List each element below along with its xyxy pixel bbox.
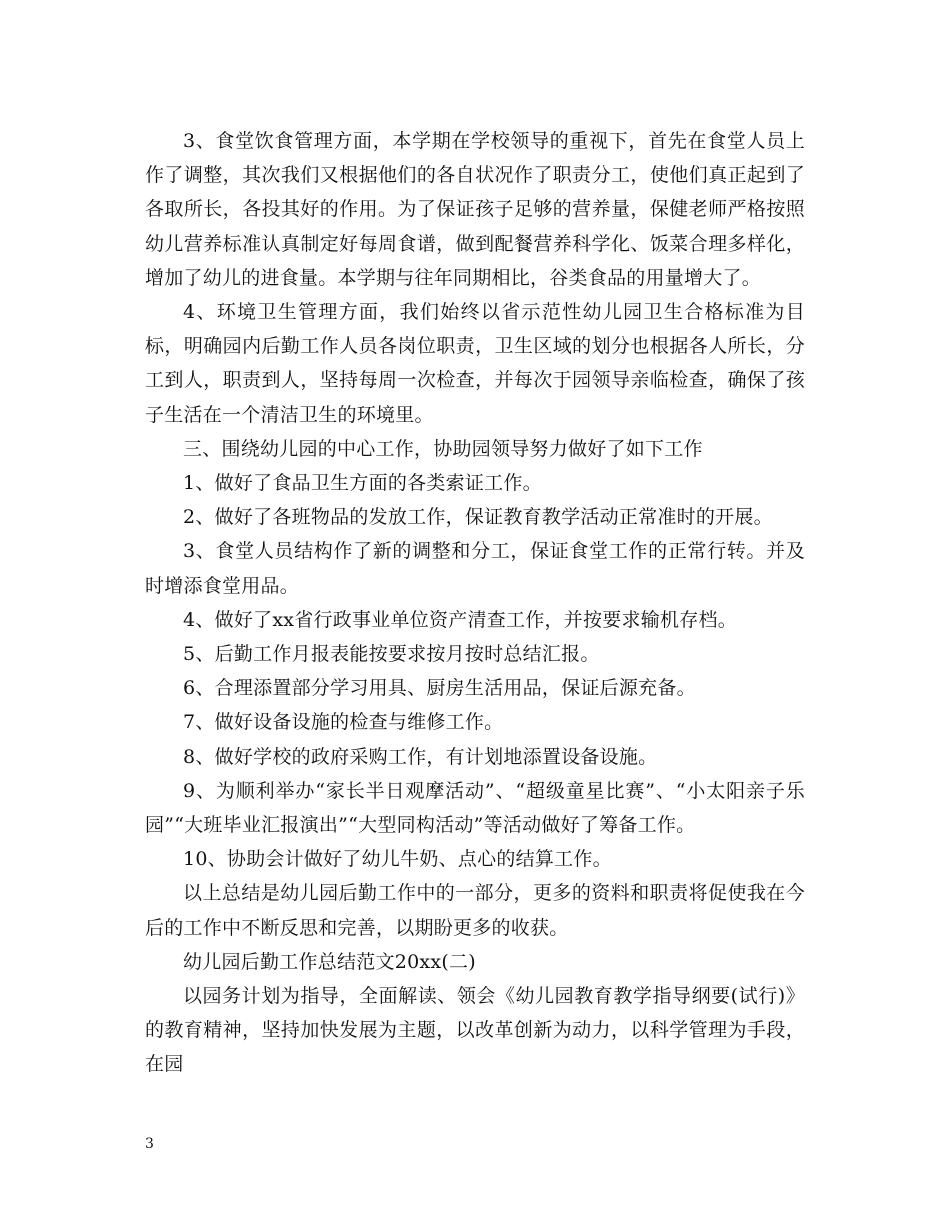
list-item-5: 5、后勤工作月报表能按要求按月按时总结汇报。 — [183, 643, 600, 666]
paragraph-canteen-management: 3、食堂饮食管理方面，本学期在学校领导的重视下，首先在食堂人员上作了调整，其次我们又根据他们的各自状况作了职责分工，使他们真正起到了各取所长，各投其好的作用。为了保证孩子足够的营养量，保健老师严格按照幼儿营养标准认真制定好每周食谱，做到配餐营养科学化、饭菜合理多样化，增加了幼儿的进食量。本学期与往年同期相比，谷类食品的用量增大了。 — [145, 130, 805, 289]
paragraph-intro-part-two: 以园务计划为指导，全面解读、领会《幼儿园教育教学指导纲要(试行)》的教育精神，坚持加快发展为主题，以改革创新为动力，以科学管理为手段，在园 — [145, 985, 805, 1076]
list-item-10: 10、协助会计做好了幼儿牛奶、点心的结算工作。 — [183, 848, 612, 871]
paragraph-summary: 以上总结是幼儿园后勤工作中的一部分，更多的资料和职责将促使我在今后的工作中不断反思和完善，以期盼更多的收获。 — [145, 882, 805, 939]
list-item-8: 8、做好学校的政府采购工作，有计划地添置设备设施。 — [183, 745, 658, 768]
page-number: 3 — [145, 1136, 154, 1152]
section-heading-three: 三、围绕幼儿园的中心工作，协助园领导努力做好了如下工作 — [183, 437, 703, 460]
section-title-part-two: 幼儿园后勤工作总结范文20xx(二) — [183, 950, 476, 973]
list-item-2: 2、做好了各班物品的发放工作，保证教育教学活动正常准时的开展。 — [183, 506, 773, 529]
list-item-3: 3、食堂人员结构作了新的调整和分工，保证食堂工作的正常行转。并及时增添食堂用品。 — [145, 540, 805, 597]
paragraph-environment-hygiene: 4、环境卫生管理方面，我们始终以省示范性幼儿园卫生合格标准为目标，明确园内后勤工作人员各岗位职责，卫生区域的划分也根据各人所长，分工到人，职责到人，坚持每周一次检查，并每次于园领导亲临检查，确保了孩子生活在一个清洁卫生的环境里。 — [145, 301, 805, 426]
list-item-7: 7、做好设备设施的检查与维修工作。 — [183, 711, 504, 734]
list-item-4: 4、做好了xx省行政事业单位资产清查工作，并按要求输机存档。 — [183, 608, 738, 631]
list-item-9: 9、为顺利举办“家长半日观摩活动”、“超级童星比赛”、“小太阳亲子乐园”“大班毕业汇报演出”“大型同构活动”等活动做好了筹备工作。 — [145, 779, 805, 837]
list-item-1: 1、做好了食品卫生方面的各类索证工作。 — [183, 472, 542, 495]
list-item-6: 6、合理添置部分学习用具、厨房生活用品，保证后源充备。 — [183, 677, 696, 700]
document-body — [145, 124, 805, 1082]
